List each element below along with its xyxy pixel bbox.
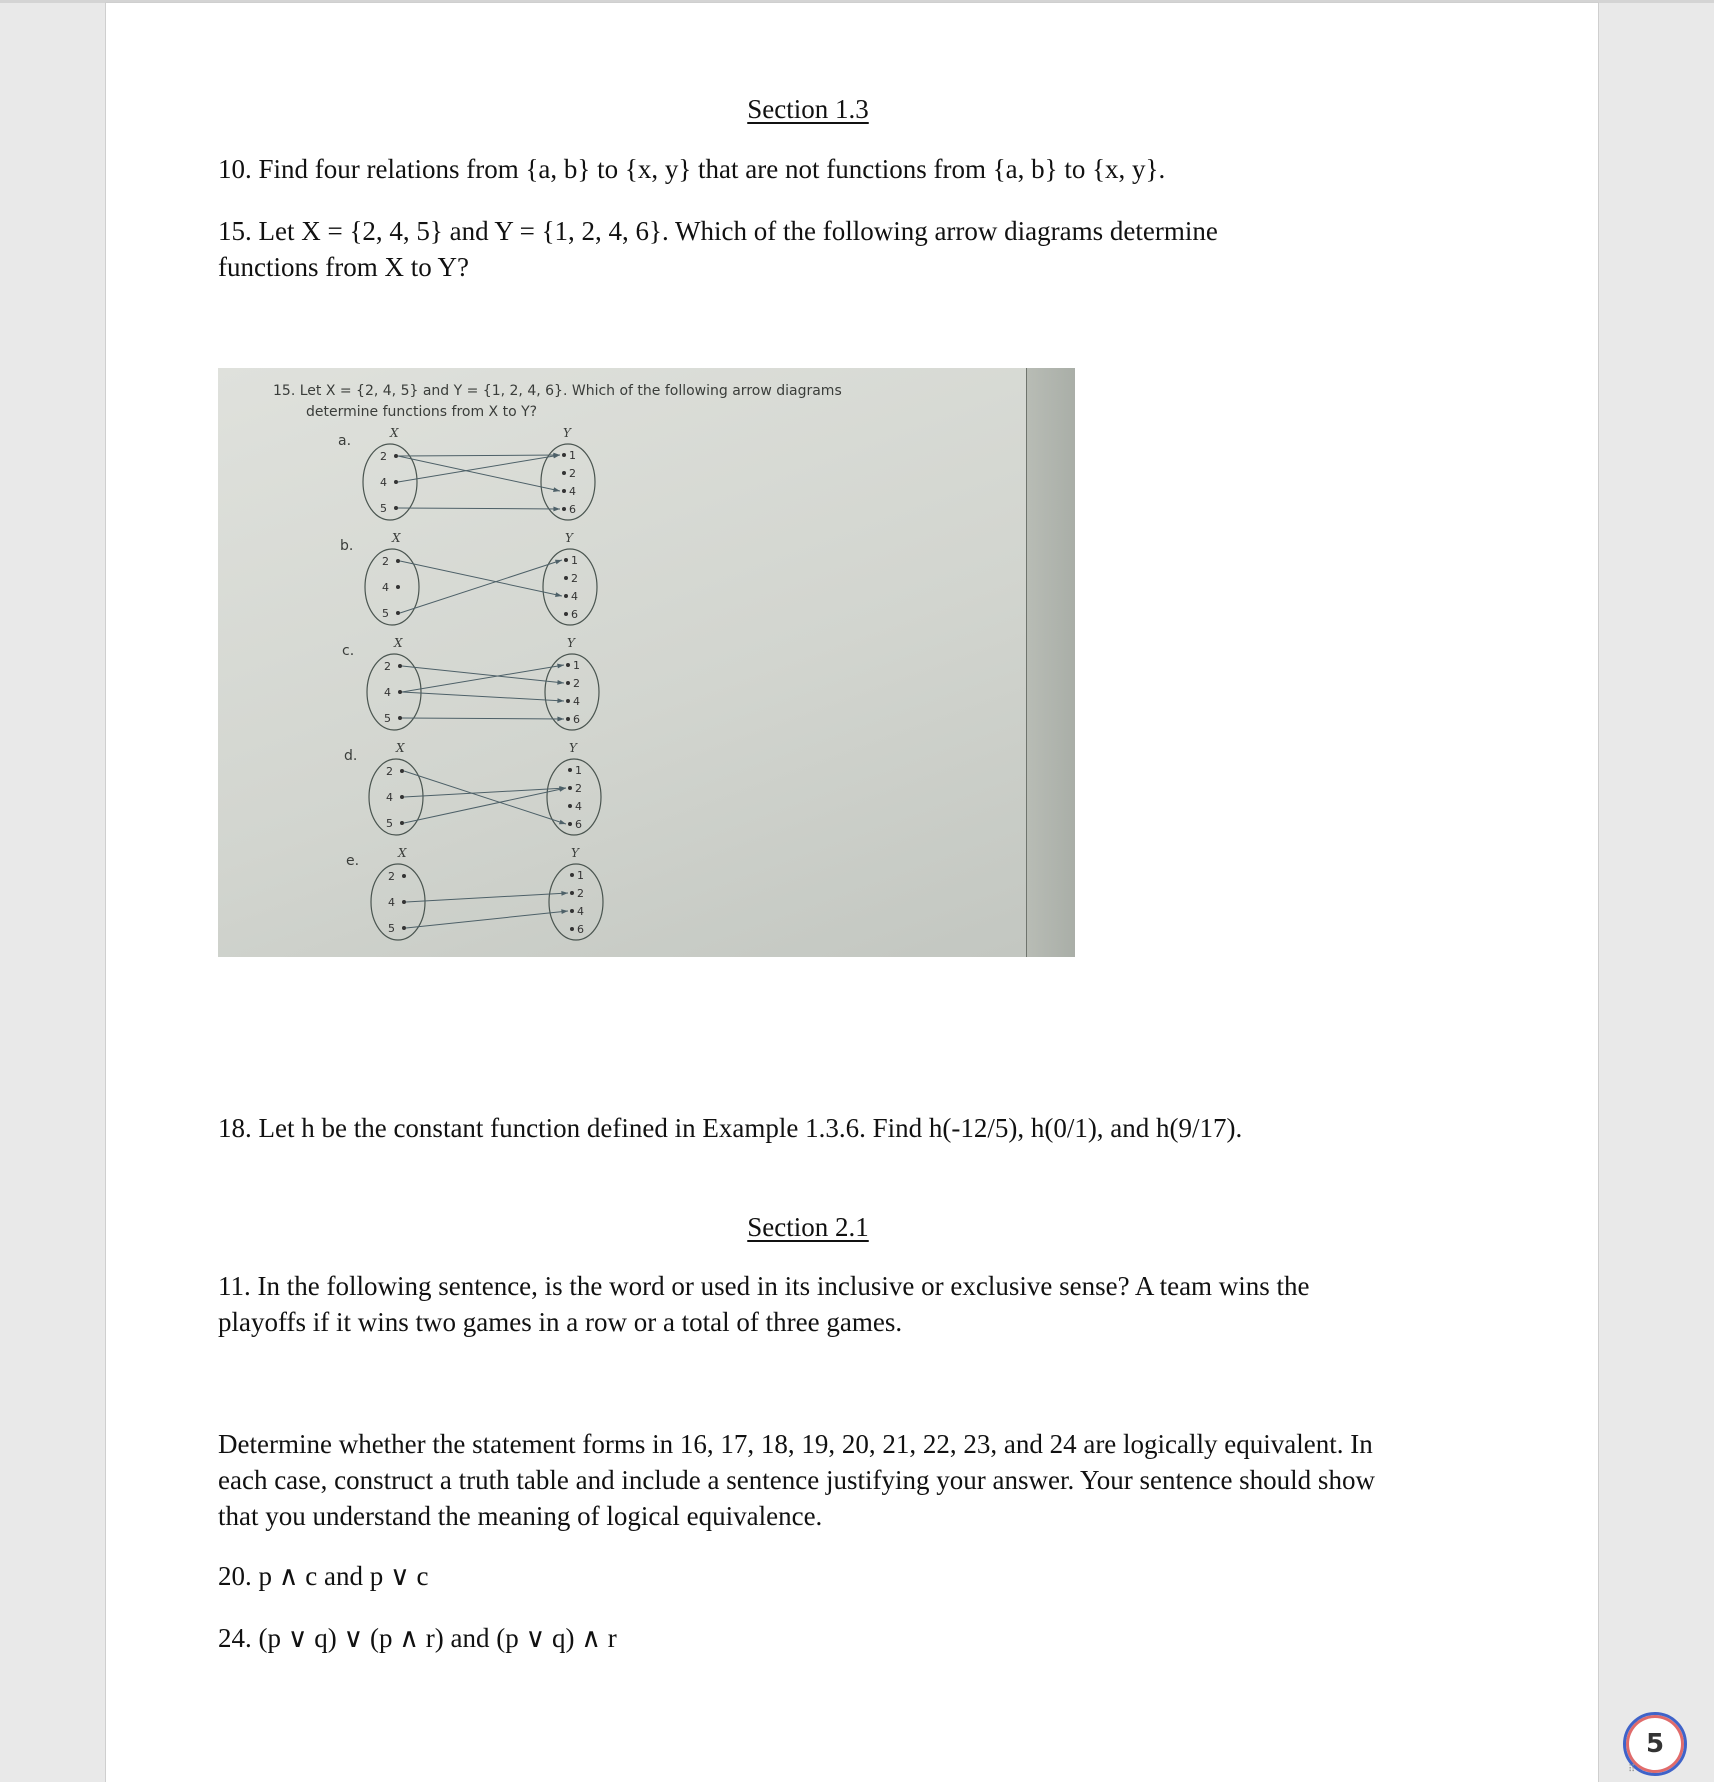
y-element-label: 1	[575, 764, 582, 777]
y-element-dot	[566, 663, 570, 667]
spelling-flag-or[interactable]: or	[671, 1271, 694, 1301]
arrowhead	[559, 820, 566, 825]
logical-equivalence-instructions	[218, 1426, 1398, 1534]
mapping-arrow	[404, 771, 566, 824]
diagram-label: e.	[346, 853, 360, 869]
arrowhead	[561, 909, 568, 914]
set-y-oval	[549, 864, 603, 940]
x-element-label: 5	[380, 502, 387, 515]
question-24: 24. (p ∨ q) ∨ (p ∧ r) and (p ∨ q) ∧ r	[218, 1623, 617, 1653]
y-element-label: 6	[573, 713, 580, 726]
set-y-label: Y	[567, 636, 575, 650]
y-element-dot	[568, 822, 572, 826]
arrowhead	[561, 891, 568, 896]
x-element-label: 2	[382, 555, 389, 568]
x-element-dot	[398, 690, 402, 694]
y-element-dot	[562, 453, 566, 457]
y-element-dot	[566, 681, 570, 685]
mapping-arrow	[398, 456, 560, 491]
set-x-label: X	[392, 531, 401, 545]
y-element-label: 4	[571, 590, 578, 603]
x-element-dot	[398, 716, 402, 720]
y-element-dot	[562, 471, 566, 475]
x-element-label: 5	[388, 922, 395, 935]
mapping-arrow	[400, 560, 562, 613]
y-element-dot	[564, 594, 568, 598]
arrowhead	[557, 698, 564, 703]
set-x-oval	[367, 654, 421, 730]
set-y-label: Y	[571, 846, 579, 860]
y-element-dot	[564, 612, 568, 616]
x-element-label: 4	[382, 581, 389, 594]
set-x-label: X	[394, 636, 403, 650]
set-x-oval	[369, 759, 423, 835]
x-element-dot	[402, 900, 406, 904]
y-element-dot	[568, 786, 572, 790]
y-element-label: 1	[577, 869, 584, 882]
question-10: 10. Find four relations from {a, b} to {x, y} that are not functions from {a, b} to {x, y}.	[218, 154, 1166, 184]
y-element-label: 1	[573, 659, 580, 672]
section-heading-1-3: Section 1.3	[747, 94, 869, 124]
mapping-arrow	[398, 508, 560, 509]
x-element-label: 2	[386, 765, 393, 778]
section-heading-2-1: Section 2.1	[747, 1212, 869, 1242]
y-element-dot	[570, 891, 574, 895]
x-element-dot	[394, 480, 398, 484]
y-element-dot	[562, 489, 566, 493]
set-x-oval	[363, 444, 417, 520]
diagram-label: c.	[342, 643, 355, 659]
y-element-dot	[568, 768, 572, 772]
arrowhead	[557, 680, 564, 685]
mapping-arrow	[398, 455, 560, 482]
x-element-label: 2	[380, 450, 387, 463]
y-element-label: 6	[569, 503, 576, 516]
y-element-label: 6	[577, 923, 584, 936]
question-18: 18. Let h be the constant function defined in Example 1.3.6. Find h(-12/5), h(0/1), and h(9/17).	[218, 1113, 1243, 1143]
y-element-dot	[564, 558, 568, 562]
x-element-label: 2	[384, 660, 391, 673]
set-x-oval	[365, 549, 419, 625]
x-element-label: 4	[388, 896, 395, 909]
y-element-label: 2	[571, 572, 578, 585]
x-element-dot	[398, 664, 402, 668]
arrowhead	[553, 487, 560, 492]
set-y-label: Y	[565, 531, 573, 545]
mapping-arrow	[406, 893, 568, 902]
x-element-dot	[402, 926, 406, 930]
mapping-arrow	[398, 455, 560, 456]
x-element-label: 2	[388, 870, 395, 883]
arrowhead	[553, 454, 560, 459]
y-element-dot	[566, 699, 570, 703]
x-element-dot	[400, 795, 404, 799]
figure-caption-line-2: determine functions from X to Y?	[306, 404, 538, 420]
y-element-dot	[562, 507, 566, 511]
y-element-label: 2	[575, 782, 582, 795]
instructions-text-end: , construct a truth table and include a sentence justifying your answer. Your sentence should show that you understand the meaning of logical equivalence.	[218, 1465, 1375, 1531]
diagram-label: d.	[344, 748, 358, 764]
set-x-label: X	[390, 426, 399, 440]
arrow-diagrams-svg	[218, 368, 1075, 957]
question-20: 20. p ∧ c and p ∨ c	[218, 1561, 429, 1591]
grammar-flag-in-each-case[interactable]: In each case	[218, 1429, 1373, 1495]
set-x-oval	[371, 864, 425, 940]
y-element-label: 4	[577, 905, 584, 918]
y-element-label: 4	[575, 800, 582, 813]
mapping-arrow	[404, 788, 566, 797]
set-y-label: Y	[569, 741, 577, 755]
set-x-label: X	[398, 846, 407, 860]
question-11	[218, 1268, 1398, 1340]
y-element-label: 6	[575, 818, 582, 831]
arrowhead	[555, 592, 562, 597]
arrowhead	[553, 507, 560, 512]
x-element-label: 5	[382, 607, 389, 620]
resize-grip-icon: ⠿	[1628, 1764, 1636, 1775]
arrowhead	[557, 664, 564, 669]
x-element-label: 5	[386, 817, 393, 830]
set-y-label: Y	[563, 426, 571, 440]
figure-caption-line-1: 15. Let X = {2, 4, 5} and Y = {1, 2, 4, 6}. Which of the following arrow diagrams	[273, 383, 842, 399]
y-element-dot	[570, 873, 574, 877]
x-element-dot	[394, 506, 398, 510]
y-element-dot	[568, 804, 572, 808]
x-element-dot	[400, 821, 404, 825]
x-element-dot	[402, 874, 406, 878]
question-11-text: 11. In the following sentence, is the word	[218, 1271, 672, 1301]
mapping-arrow	[406, 911, 568, 928]
y-element-label: 2	[569, 467, 576, 480]
arrow-diagrams-image	[218, 368, 1075, 957]
mapping-arrow	[402, 718, 564, 719]
y-element-dot	[564, 576, 568, 580]
diagram-label: b.	[340, 538, 354, 554]
mapping-arrow	[404, 788, 566, 823]
y-element-label: 4	[573, 695, 580, 708]
question-15	[218, 213, 1398, 285]
instructions-text: Determine whether the statement forms in 16, 17, 18, 19, 20, 21, 22, 23, and 24 are logically equivalent.	[218, 1429, 1351, 1459]
set-y-oval	[547, 759, 601, 835]
question-15-text: 15. Let X = {2, 4, 5} and Y = {1, 2, 4, 6}. Which of the following arrow diagrams	[218, 216, 1110, 246]
x-element-dot	[396, 559, 400, 563]
y-element-dot	[570, 927, 574, 931]
y-element-dot	[566, 717, 570, 721]
mapping-arrow	[400, 561, 562, 596]
y-element-label: 2	[577, 887, 584, 900]
y-element-label: 6	[571, 608, 578, 621]
y-element-dot	[570, 909, 574, 913]
x-element-label: 4	[386, 791, 393, 804]
diagram-label: a.	[338, 433, 352, 449]
question-11-text-middle: used in its inclusive or exclusive sense? A team wins the playoffs if it wins two games in a row or	[218, 1271, 1310, 1337]
grammar-flag-a-total-of[interactable]: a total of	[662, 1307, 759, 1337]
mapping-arrow	[402, 692, 564, 701]
x-element-dot	[394, 454, 398, 458]
y-element-label: 4	[569, 485, 576, 498]
x-element-dot	[396, 585, 400, 589]
y-element-label: 1	[569, 449, 576, 462]
x-element-label: 4	[380, 476, 387, 489]
page-count-badge[interactable]: 5	[1623, 1712, 1687, 1776]
x-element-dot	[400, 769, 404, 773]
spelling-flag-determine[interactable]: determine	[1109, 216, 1218, 246]
x-element-label: 5	[384, 712, 391, 725]
set-y-oval	[543, 549, 597, 625]
question-11-text-end: three games.	[758, 1307, 903, 1337]
question-15-text-continued: functions from X to Y?	[218, 252, 469, 282]
y-element-label: 2	[573, 677, 580, 690]
set-x-label: X	[396, 741, 405, 755]
arrowhead	[557, 717, 564, 722]
x-element-label: 4	[384, 686, 391, 699]
arrowhead	[555, 560, 562, 565]
y-element-label: 1	[571, 554, 578, 567]
x-element-dot	[396, 611, 400, 615]
